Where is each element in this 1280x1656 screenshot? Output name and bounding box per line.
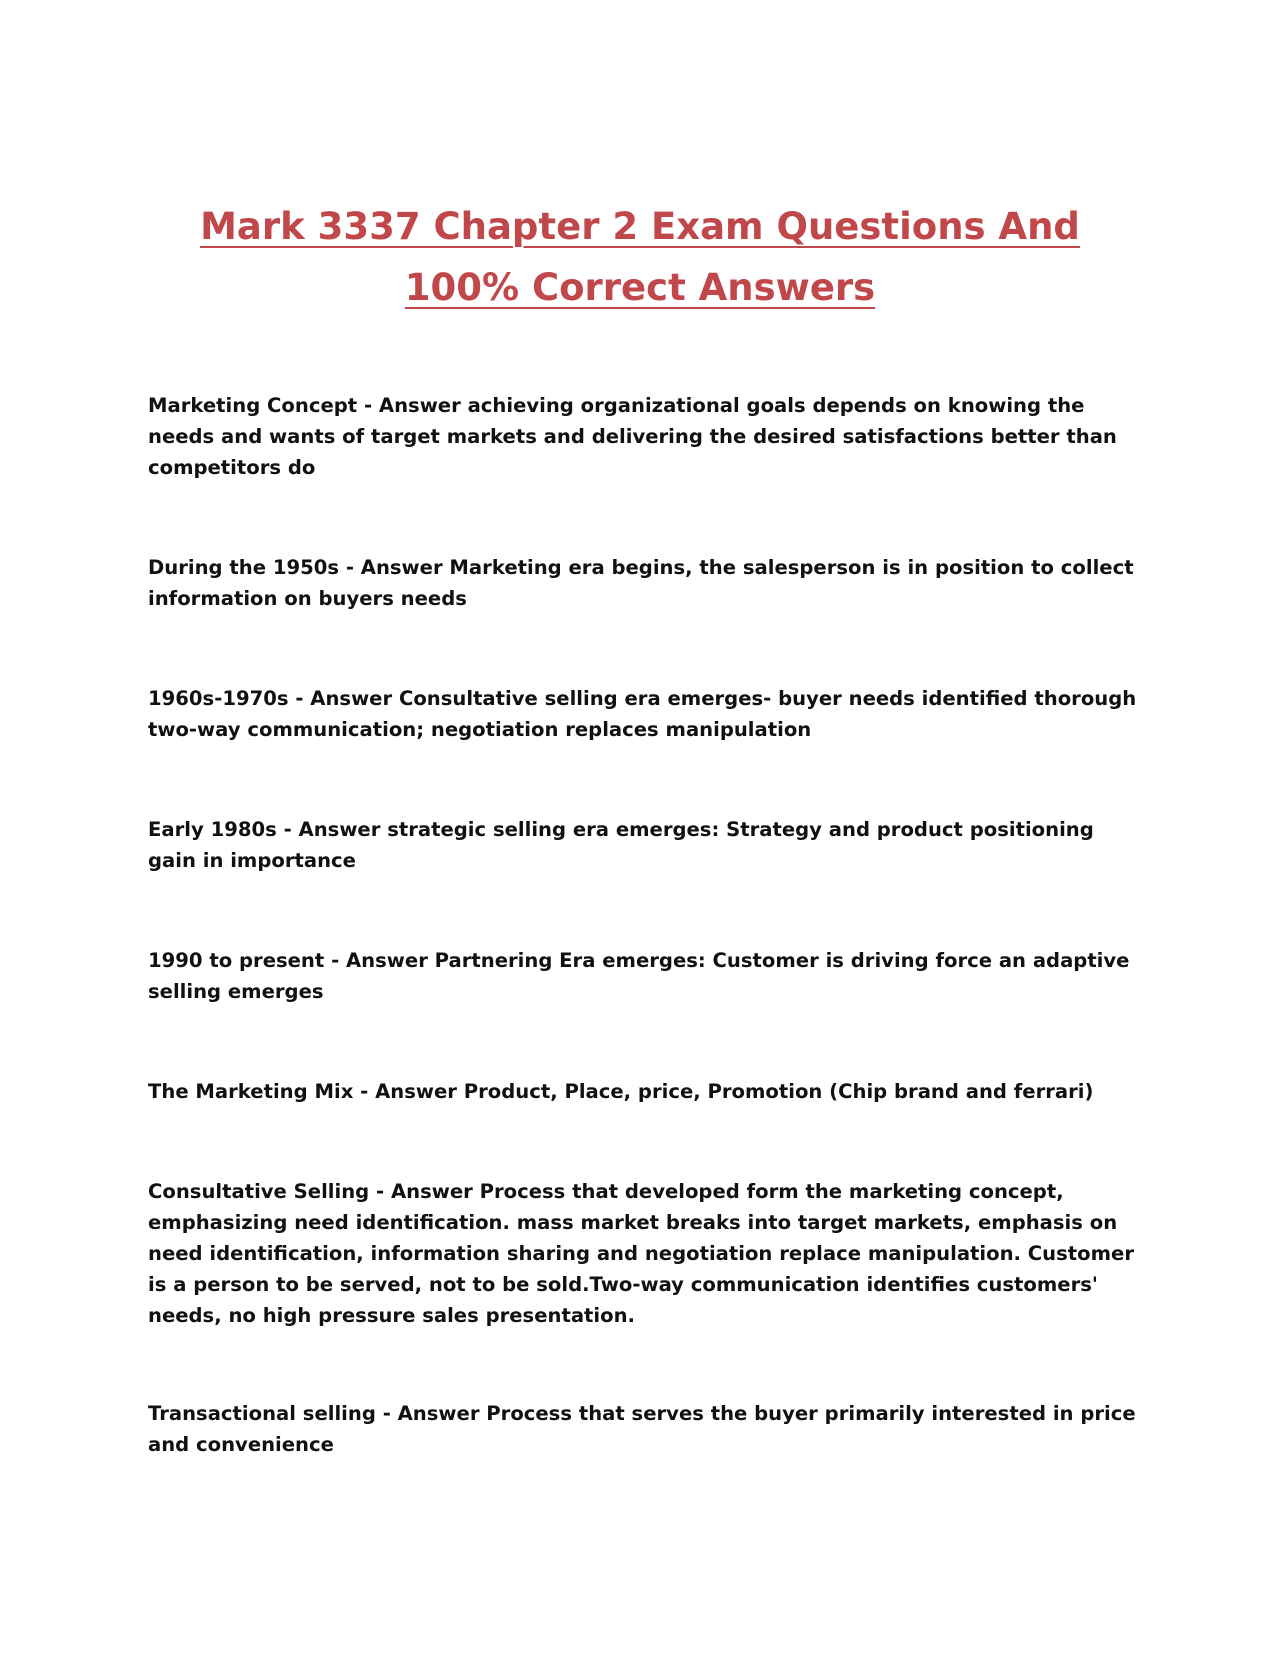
- qa-entry-1990-present: 1990 to present - Answer Partnering Era emerges: Customer is driving force an adaptive selling emerges: [148, 949, 1130, 1003]
- qa-entry-early-1980s: Early 1980s - Answer strategic selling era emerges: Strategy and product positioning gain in importance: [148, 818, 1094, 872]
- qa-entry-1950s: During the 1950s - Answer Marketing era begins, the salesperson is in position to collect information on buyers needs: [148, 556, 1134, 610]
- qa-entry-marketing-concept: Marketing Concept - Answer achieving organizational goals depends on knowing the needs and wants of target markets and delivering the desired satisfactions better than competitors do: [148, 394, 1117, 479]
- title-line-1: Mark 3337 Chapter 2 Exam Questions And: [200, 205, 1080, 248]
- qa-entry-1960s-1970s: 1960s-1970s - Answer Consultative selling era emerges- buyer needs identified thorough two-way communication; negotiation replaces manipulation: [148, 687, 1137, 741]
- qa-entry-transactional-selling: Transactional selling - Answer Process that serves the buyer primarily interested in price and convenience: [148, 1402, 1136, 1456]
- title-line-2: 100% Correct Answers: [404, 266, 876, 309]
- page-title: [140, 196, 1140, 318]
- qa-entry-consultative-selling: Consultative Selling - Answer Process that developed form the marketing concept, emphasizing need identification. mass market breaks into target markets, emphasis on need identification, information sharing and negotiation replace manipulation. Customer is a person to be served, not to be sold.Two-way communication identifies customers' needs, no high pressure sales presentation.: [148, 1180, 1134, 1327]
- qa-entry-marketing-mix: The Marketing Mix - Answer Product, Place, price, Promotion (Chip brand and ferrari): [148, 1080, 1094, 1103]
